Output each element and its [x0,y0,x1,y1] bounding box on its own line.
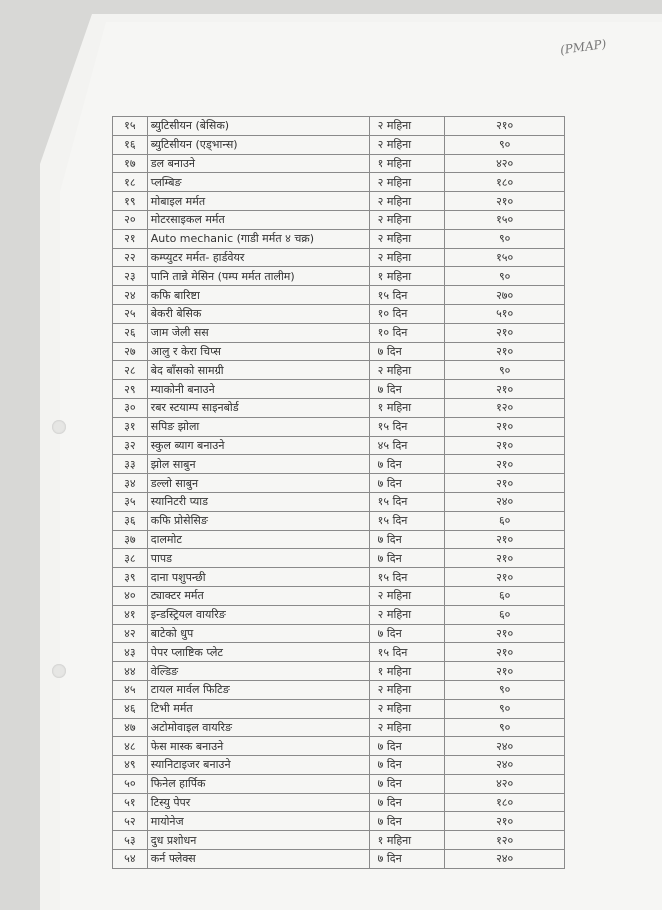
duration-cell: २ महिना [369,248,445,267]
value-cell: २४० [445,756,565,775]
value-cell: ६० [445,605,565,624]
training-name: टायल मार्वल फिटिङ [147,680,369,699]
table-row [113,229,565,248]
table-row [113,474,565,493]
punch-hole [52,664,66,678]
duration-cell: २ महिना [369,173,445,192]
table-row [113,605,565,624]
row-number: १५ [113,117,148,136]
row-number: ३८ [113,549,148,568]
duration-cell: १५ दिन [369,417,445,436]
training-name: पेपर प्लाष्टिक प्लेट [147,643,369,662]
row-number: ३५ [113,492,148,511]
value-cell: ९० [445,361,565,380]
value-cell: १५० [445,210,565,229]
table-row [113,286,565,305]
row-number: २४ [113,286,148,305]
duration-cell: ७ दिन [369,812,445,831]
training-name: कर्न फ्लेक्स [147,850,369,869]
value-cell: १८० [445,793,565,812]
row-number: १८ [113,173,148,192]
duration-cell: १० दिन [369,323,445,342]
table-row [113,117,565,136]
punch-hole [52,420,66,434]
row-number: ३१ [113,417,148,436]
value-cell: २१० [445,568,565,587]
table-row [113,662,565,681]
training-table [112,116,565,869]
row-number: २९ [113,380,148,399]
duration-cell: ७ दिन [369,380,445,399]
handwritten-annotation: (PMAP) [559,36,608,58]
table-body [113,117,565,869]
value-cell: ६० [445,511,565,530]
training-name: ब्युटिसीयन (बेसिक) [147,117,369,136]
table-row [113,680,565,699]
duration-cell: ७ दिन [369,549,445,568]
row-number: ४० [113,586,148,605]
training-name: मायोनेज [147,812,369,831]
row-number: ४३ [113,643,148,662]
value-cell: २४० [445,737,565,756]
training-name: पानि तान्ने मेसिन (पम्प मर्मत तालीम) [147,267,369,286]
table-row [113,511,565,530]
training-name: कफि प्रोसेसिङ [147,511,369,530]
row-number: ४२ [113,624,148,643]
table-row [113,192,565,211]
value-cell: १५० [445,248,565,267]
table-row [113,417,565,436]
value-cell: ९० [445,699,565,718]
training-name: आलु र केरा चिप्स [147,342,369,361]
table-row [113,173,565,192]
value-cell: २४० [445,850,565,869]
training-name: स्यानिटाइजर बनाउने [147,756,369,775]
table-row [113,774,565,793]
training-name: प्लम्बिङ [147,173,369,192]
value-cell: २१० [445,342,565,361]
training-name: बेकरी बेसिक [147,304,369,323]
training-name: दुध प्रशोधन [147,831,369,850]
table-row [113,756,565,775]
training-name: वेल्डिङ [147,662,369,681]
row-number: ४८ [113,737,148,756]
duration-cell: २ महिना [369,605,445,624]
duration-cell: १० दिन [369,304,445,323]
training-name: रबर स्टयाम्प साइनबोर्ड [147,398,369,417]
duration-cell: १ महिना [369,154,445,173]
training-name: टिभी मर्मत [147,699,369,718]
training-name: स्कुल ब्याग बनाउने [147,436,369,455]
training-name: म्याकोनी बनाउने [147,380,369,399]
duration-cell: २ महिना [369,192,445,211]
training-name: दालमोट [147,530,369,549]
value-cell: १२० [445,398,565,417]
value-cell: २१० [445,624,565,643]
training-name: दाना पशुपन्छी [147,568,369,587]
row-number: ४९ [113,756,148,775]
table-row [113,361,565,380]
duration-cell: ७ दिन [369,793,445,812]
value-cell: २१० [445,530,565,549]
duration-cell: २ महिना [369,699,445,718]
duration-cell: १ महिना [369,398,445,417]
table-row [113,455,565,474]
duration-cell: ७ दिन [369,474,445,493]
value-cell: २१० [445,192,565,211]
training-name: कम्प्युटर मर्मत- हार्डवेयर [147,248,369,267]
training-name: झोल साबुन [147,455,369,474]
row-number: ३२ [113,436,148,455]
row-number: ३९ [113,568,148,587]
row-number: २० [113,210,148,229]
row-number: ५० [113,774,148,793]
table-row [113,718,565,737]
row-number: ५४ [113,850,148,869]
value-cell: ९० [445,267,565,286]
duration-cell: २ महिना [369,210,445,229]
training-name: मोटरसाइकल मर्मत [147,210,369,229]
table-row [113,210,565,229]
value-cell: ९० [445,718,565,737]
value-cell: २७० [445,286,565,305]
table-row [113,549,565,568]
row-number: ४५ [113,680,148,699]
row-number: ४४ [113,662,148,681]
training-name: पापड [147,549,369,568]
row-number: ३३ [113,455,148,474]
table-row [113,586,565,605]
training-name: बेद बाँसको सामग्री [147,361,369,380]
row-number: ३४ [113,474,148,493]
table-row [113,737,565,756]
duration-cell: २ महिना [369,117,445,136]
training-name: स्यानिटरी प्याड [147,492,369,511]
table-row [113,436,565,455]
value-cell: ४२० [445,154,565,173]
training-name: मोबाइल मर्मत [147,192,369,211]
row-number: ५१ [113,793,148,812]
value-cell: २१० [445,436,565,455]
training-name: सपिङ झोला [147,417,369,436]
value-cell: २१० [445,323,565,342]
duration-cell: १५ दिन [369,492,445,511]
value-cell: २१० [445,474,565,493]
row-number: २१ [113,229,148,248]
value-cell: २१० [445,455,565,474]
training-name: इन्डस्ट्रियल वायरिङ [147,605,369,624]
training-name: डल बनाउने [147,154,369,173]
duration-cell: १ महिना [369,662,445,681]
table-row [113,530,565,549]
table-row [113,248,565,267]
training-name: ट्याक्टर मर्मत [147,586,369,605]
value-cell: १८० [445,173,565,192]
row-number: ३६ [113,511,148,530]
training-name: डल्लो साबुन [147,474,369,493]
value-cell: ४२० [445,774,565,793]
table-row [113,154,565,173]
table-row [113,568,565,587]
value-cell: ६० [445,586,565,605]
duration-cell: १ महिना [369,267,445,286]
value-cell: २१० [445,417,565,436]
row-number: ५२ [113,812,148,831]
row-number: २५ [113,304,148,323]
value-cell: २१० [445,117,565,136]
row-number: २३ [113,267,148,286]
table-row [113,304,565,323]
training-name: जाम जेली सस [147,323,369,342]
duration-cell: १५ दिन [369,511,445,530]
table-row [113,812,565,831]
duration-cell: ७ दिन [369,342,445,361]
table-row [113,323,565,342]
duration-cell: २ महिना [369,680,445,699]
row-number: १७ [113,154,148,173]
row-number: १६ [113,135,148,154]
table-row [113,793,565,812]
row-number: ४६ [113,699,148,718]
duration-cell: ७ दिन [369,455,445,474]
row-number: ४१ [113,605,148,624]
duration-cell: २ महिना [369,586,445,605]
table-row [113,850,565,869]
table-row [113,492,565,511]
value-cell: ५१० [445,304,565,323]
value-cell: २१० [445,643,565,662]
training-name: कफि बारिष्टा [147,286,369,305]
duration-cell: १५ दिन [369,568,445,587]
row-number: १९ [113,192,148,211]
table-row [113,267,565,286]
row-number: ५३ [113,831,148,850]
value-cell: १२० [445,831,565,850]
row-number: २६ [113,323,148,342]
row-number: २८ [113,361,148,380]
training-name: बाटेको धुप [147,624,369,643]
row-number: २७ [113,342,148,361]
value-cell: २१० [445,549,565,568]
training-name: अटोमोवाइल वायरिङ [147,718,369,737]
training-name: फेस मास्क बनाउने [147,737,369,756]
table-row [113,831,565,850]
duration-cell: ७ दिन [369,774,445,793]
duration-cell: १५ दिन [369,643,445,662]
value-cell: २१० [445,662,565,681]
row-number: २२ [113,248,148,267]
duration-cell: ७ दिन [369,737,445,756]
duration-cell: ४५ दिन [369,436,445,455]
duration-cell: २ महिना [369,718,445,737]
duration-cell: २ महिना [369,135,445,154]
table-row [113,342,565,361]
duration-cell: २ महिना [369,361,445,380]
training-name: फिनेल हार्पिक [147,774,369,793]
table-row [113,135,565,154]
value-cell: २४० [445,492,565,511]
training-name: Auto mechanic (गाडी मर्मत ४ चक्र) [147,229,369,248]
duration-cell: १५ दिन [369,286,445,305]
table-row [113,380,565,399]
value-cell: २१० [445,380,565,399]
table-row [113,643,565,662]
table-row [113,624,565,643]
value-cell: ९० [445,680,565,699]
value-cell: ९० [445,135,565,154]
duration-cell: ७ दिन [369,756,445,775]
duration-cell: ७ दिन [369,624,445,643]
training-name: टिस्यु पेपर [147,793,369,812]
duration-cell: २ महिना [369,229,445,248]
row-number: ४७ [113,718,148,737]
duration-cell: १ महिना [369,831,445,850]
table-row [113,398,565,417]
duration-cell: ७ दिन [369,850,445,869]
row-number: ३० [113,398,148,417]
table-row [113,699,565,718]
value-cell: २१० [445,812,565,831]
value-cell: ९० [445,229,565,248]
duration-cell: ७ दिन [369,530,445,549]
row-number: ३७ [113,530,148,549]
training-name: ब्युटिसीयन (एड्भान्स) [147,135,369,154]
